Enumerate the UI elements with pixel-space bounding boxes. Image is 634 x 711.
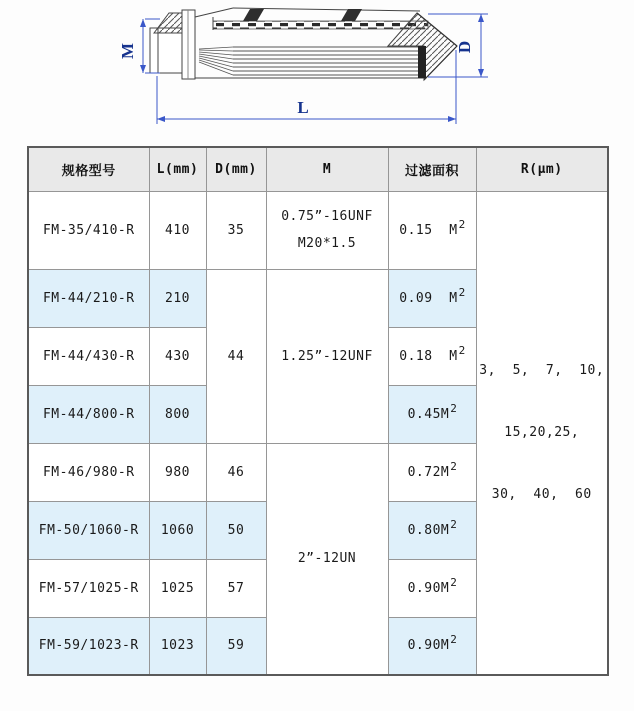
header-area: 过滤面积 [388,147,476,191]
superscript-2: 2 [450,633,458,647]
m-cell: 2”-12UN [266,443,388,675]
m-cell [266,191,388,269]
superscript-2: 2 [450,459,458,473]
header-d: D(mm) [206,147,266,191]
model-cell: FM-59/1023-R [28,617,149,675]
superscript-2: 2 [458,285,466,299]
seal-band [418,46,426,78]
l-cell: 410 [149,191,206,269]
header-m: M [266,147,388,191]
l-cell: 1060 [149,501,206,559]
weld-mark [243,9,264,21]
model-cell: FM-44/430-R [28,327,149,385]
left-fitting [150,10,195,79]
d-cell: 50 [206,501,266,559]
thread-spec-line1: 0.75”-16UNF [281,209,373,224]
spec-table [27,146,609,676]
header-row [28,147,608,191]
model-cell: FM-57/1025-R [28,559,149,617]
weld-mark [341,9,362,21]
l-cell: 1023 [149,617,206,675]
area-cell: 0.18 $M^2$ [388,327,476,385]
dimension-l-label: L [297,98,309,117]
superscript-2: 2 [458,217,466,231]
dimension-m-label: M [118,42,137,60]
area-cell: $0.80M^2$ [388,501,476,559]
d-cell: 57 [206,559,266,617]
pleat-fan [199,47,233,75]
pleat-lines [233,47,424,75]
superscript-2: 2 [458,343,466,357]
model-cell: FM-50/1060-R [28,501,149,559]
area-cell: $0.90M^2$ [388,617,476,675]
area-cell: 0.09 $M^2$ [388,269,476,327]
d-cell: 35 [206,191,266,269]
superscript-2: 2 [450,517,458,531]
dimension-d-label: D [455,40,474,54]
header-r: R(μm) [476,147,608,191]
thread-spec-line2: M20*1.5 [297,236,357,251]
l-cell: 800 [149,385,206,443]
micron-line: 30, 40, 60 [491,486,592,502]
superscript-2: 2 [450,575,458,589]
m-cell: 1.25”-12UNF [266,269,388,443]
l-cell: 210 [149,269,206,327]
model-cell: FM-44/210-R [28,269,149,327]
model-cell: FM-35/410-R [28,191,149,269]
micron-line: 15,20,25, [504,424,580,440]
micron-line: 3, 5, 7, 10, [479,362,605,378]
area-cell: 0.15 $M^2$ [388,191,476,269]
l-cell: 980 [149,443,206,501]
mesh-band [213,21,428,29]
header-model: 规格型号 [28,147,149,191]
filter-element-diagram [0,0,634,140]
area-cell: $0.72M^2$ [388,443,476,501]
l-cell: 1025 [149,559,206,617]
table-row [28,191,608,269]
d-cell: 59 [206,617,266,675]
micron-ratings-cell [476,191,608,675]
model-cell: FM-44/800-R [28,385,149,443]
model-cell: FM-46/980-R [28,443,149,501]
spec-table-container [27,146,607,676]
d-cell: 46 [206,443,266,501]
filter-element-drawing [0,0,634,140]
superscript-2: 2 [450,401,458,415]
d-cell: 44 [206,269,266,443]
area-cell: $0.45M^2$ [388,385,476,443]
area-cell: $0.90M^2$ [388,559,476,617]
l-cell: 430 [149,327,206,385]
header-l: L(mm) [149,147,206,191]
